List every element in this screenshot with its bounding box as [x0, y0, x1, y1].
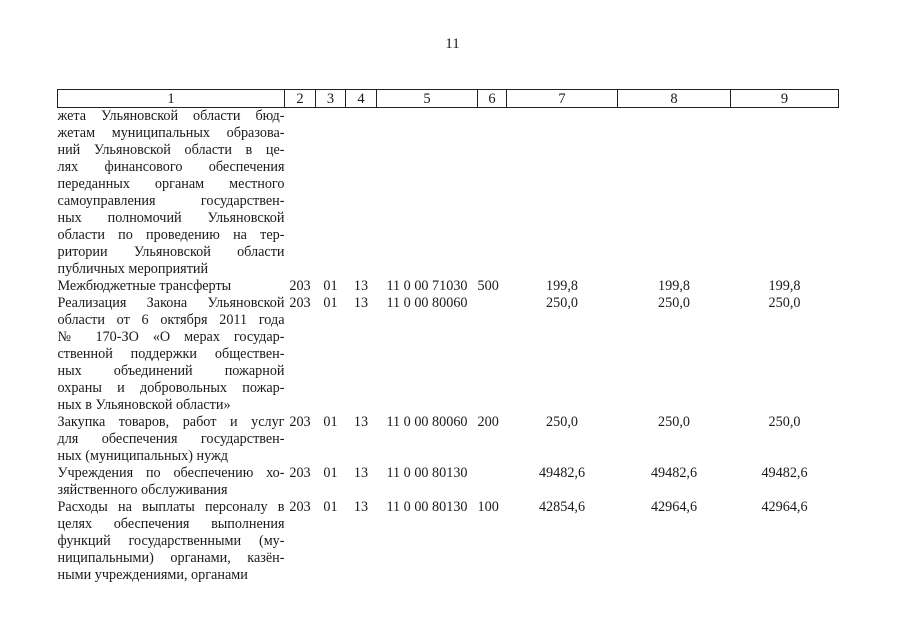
item-name-line: Реализация Закона Ульяновской [57, 295, 285, 311]
subsection-code: 01 [323, 414, 338, 430]
item-name-line: ных (муниципальных) нужд [57, 448, 229, 464]
amount-col8: 199,8 [658, 278, 690, 294]
item-name-line: переданных органам местного [57, 176, 285, 192]
amount-col7: 250,0 [546, 295, 578, 311]
amount-col9: 199,8 [768, 278, 801, 294]
section-code: 203 [289, 414, 311, 430]
expense-type-code: 100 [477, 499, 499, 515]
item-name-line: самоуправления государствен- [57, 193, 285, 209]
item-name-line: лях финансового обеспечения [57, 159, 285, 175]
expense-type-code: 500 [477, 278, 499, 294]
table-row [58, 108, 839, 279]
item-name-line: ритории Ульяновской области [57, 244, 285, 260]
item-name-line: ных полномочий Ульяновской [57, 210, 285, 226]
amount-col7: 250,0 [546, 414, 578, 430]
item-name-line: ниципальными) органами, казён- [57, 550, 285, 566]
item-name-line: Закупка товаров, работ и услуг [57, 414, 285, 430]
target-code [377, 108, 478, 279]
section-code: 203 [289, 499, 311, 515]
header-cell-9: 9 [731, 90, 839, 108]
table-row [58, 414, 839, 465]
item-name-cell [58, 465, 285, 499]
table-row [58, 295, 839, 414]
budget-table [57, 89, 839, 584]
header-cell-3: 3 [316, 90, 346, 108]
section-code [285, 108, 316, 279]
item-name-line: ных в Ульяновской области» [57, 397, 231, 413]
item-name-line: публичных мероприятий [57, 261, 209, 277]
header-cell-4: 4 [346, 90, 377, 108]
amount-col7: 42854,6 [538, 499, 586, 515]
amount-col9: 250,0 [768, 295, 801, 311]
amount-col8 [618, 108, 731, 279]
table-body [58, 108, 839, 585]
target-code: 11 0 00 80060 [386, 414, 468, 430]
amount-col9: 42964,6 [761, 499, 808, 515]
expense-type-code: 200 [477, 414, 499, 430]
item-name-cell [58, 414, 285, 465]
amount-col8: 250,0 [658, 295, 690, 311]
article-code [346, 108, 377, 279]
item-name-line: зяйственного обслуживания [57, 482, 228, 498]
table-row [58, 278, 839, 295]
item-name-line: области по проведению на тер- [57, 227, 285, 243]
item-name-line: Межбюджетные трансферты [57, 278, 232, 294]
subsection-code: 01 [323, 499, 338, 515]
section-code: 203 [289, 295, 311, 311]
target-code: 11 0 00 71030 [386, 278, 468, 294]
subsection-code: 01 [323, 465, 338, 481]
item-name-line: функций государственными (му- [57, 533, 285, 549]
item-name-line: № 170-ЗО «О мерах государ- [57, 329, 285, 345]
amount-col7: 199,8 [546, 278, 578, 294]
amount-col8: 42964,6 [650, 499, 698, 515]
amount-col8: 250,0 [658, 414, 690, 430]
target-code: 11 0 00 80130 [386, 499, 468, 515]
section-code: 203 [289, 465, 311, 481]
target-code: 11 0 00 80130 [386, 465, 468, 481]
subsection-code [316, 108, 346, 279]
item-name-line: Учреждения по обеспечению хо- [57, 465, 285, 481]
amount-col9: 250,0 [768, 414, 801, 430]
item-name-cell [58, 499, 285, 584]
item-name-line: ными учреждениями, органами [57, 567, 248, 583]
amount-col8: 49482,6 [650, 465, 698, 481]
section-code: 203 [289, 278, 311, 294]
article-code: 13 [353, 499, 369, 515]
subsection-code: 01 [323, 278, 338, 294]
amount-col7 [507, 108, 618, 279]
item-name-line: жетам муниципальных образова- [57, 125, 285, 141]
item-name-line: ний Ульяновской области в це- [57, 142, 285, 158]
item-name-line: области от 6 октября 2011 года [57, 312, 285, 328]
article-code: 13 [353, 278, 369, 294]
expense-type-code [478, 295, 507, 414]
amount-col9: 49482,6 [761, 465, 808, 481]
table-row [58, 465, 839, 499]
page-number: 11 [445, 36, 460, 52]
item-name-cell [58, 278, 285, 295]
header-row [58, 90, 839, 108]
item-name-line: жета Ульяновской области бюд- [57, 108, 285, 124]
item-name-line: для обеспечения государствен- [57, 431, 285, 447]
expense-type-code [478, 465, 507, 499]
expense-type-code [478, 108, 507, 279]
header-cell-1: 1 [58, 90, 285, 108]
item-name-line: целях обеспечения выполнения [57, 516, 285, 532]
item-name-cell [58, 108, 285, 279]
table-row [58, 499, 839, 584]
item-name-cell [58, 295, 285, 414]
item-name-line: Расходы на выплаты персоналу в [57, 499, 285, 515]
item-name-line: охраны и добровольных пожар- [57, 380, 285, 396]
header-cell-2: 2 [285, 90, 316, 108]
header-cell-8: 8 [618, 90, 731, 108]
item-name-line: ственной поддержки обществен- [57, 346, 285, 362]
subsection-code: 01 [323, 295, 338, 311]
article-code: 13 [353, 295, 369, 311]
article-code: 13 [353, 414, 369, 430]
amount-col7: 49482,6 [538, 465, 586, 481]
header-cell-5: 5 [377, 90, 478, 108]
article-code: 13 [353, 465, 369, 481]
target-code: 11 0 00 80060 [386, 295, 468, 311]
item-name-line: ных объединений пожарной [57, 363, 285, 379]
header-cell-7: 7 [507, 90, 618, 108]
header-cell-6: 6 [478, 90, 507, 108]
amount-col9 [731, 108, 839, 279]
